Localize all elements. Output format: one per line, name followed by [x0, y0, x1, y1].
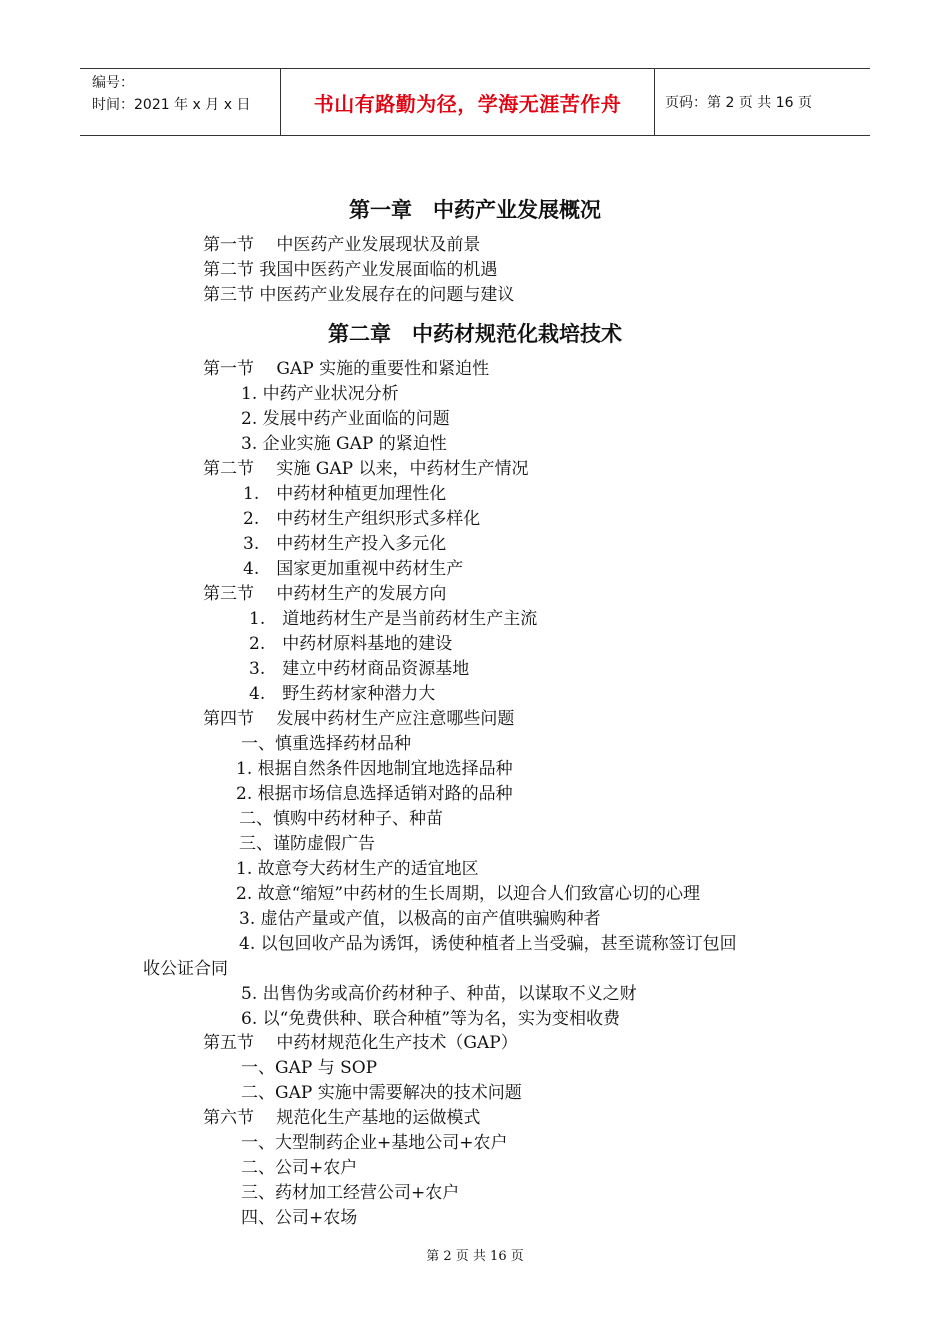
- toc-line: 4. 以包回收产品为诱饵，诱使种植者上当受骗，甚至谎称签订包回: [239, 934, 737, 954]
- toc-line: 二、公司+农户: [241, 1158, 358, 1178]
- toc-line: 一、慎重选择药材品种: [241, 734, 411, 754]
- toc-line: 2. 发展中药产业面临的问题: [241, 409, 450, 429]
- toc-line: 2. 中药材原料基地的建设: [249, 634, 453, 654]
- toc-line: 1. 中药产业状况分析: [241, 384, 399, 404]
- toc-line: 1. 故意夸大药材生产的适宜地区: [236, 859, 479, 879]
- header-meta: [80, 69, 280, 135]
- page-footer: 第 2 页 共 16 页: [426, 1249, 524, 1264]
- toc-line: 1. 根据自然条件因地制宜地选择品种: [236, 759, 513, 779]
- toc-line: 三、谨防虚假广告: [239, 834, 375, 854]
- toc-line: 第五节 中药材规范化生产技术（GAP）: [203, 1033, 518, 1053]
- toc-line: 2. 中药材生产组织形式多样化: [243, 509, 481, 529]
- time-label: 时间：2021 年 x 月 x 日: [92, 97, 251, 113]
- toc-line: 二、慎购中药材种子、种苗: [239, 809, 443, 829]
- toc-line: 四、公司+农场: [241, 1208, 358, 1228]
- toc-line: 4. 野生药材家种潜力大: [249, 684, 436, 704]
- toc-line: 收公证合同: [143, 959, 228, 979]
- toc-line: 2. 根据市场信息选择适销对路的品种: [236, 784, 513, 804]
- toc-line: 4. 国家更加重视中药材生产: [243, 559, 464, 579]
- header-table: [80, 68, 870, 136]
- chapter-1-title: 第一章 中药产业发展概况: [349, 198, 601, 222]
- toc-line: 3. 企业实施 GAP 的紧迫性: [241, 434, 447, 454]
- toc-line: 1. 中药材种植更加理性化: [243, 484, 447, 504]
- toc-line: 第二节 实施 GAP 以来，中药材生产情况: [203, 459, 529, 479]
- number-label: 编号：: [92, 75, 134, 91]
- header-motto-cell: [280, 69, 655, 135]
- toc-line: 一、GAP 与 SOP: [241, 1058, 378, 1078]
- toc-line: 3. 建立中药材商品资源基地: [249, 659, 470, 679]
- toc-line: 第六节 规范化生产基地的运做模式: [203, 1108, 481, 1128]
- toc-line: 3. 中药材生产投入多元化: [243, 534, 447, 554]
- toc-line: 6. 以“免费供种、联合种植”等为名，实为变相收费: [241, 1009, 621, 1029]
- toc-line: 5. 出售伪劣或高价药材种子、种苗，以谋取不义之财: [241, 984, 637, 1004]
- toc-line: 第二节 我国中医药产业发展面临的机遇: [203, 260, 498, 280]
- toc-line: 第一节 GAP 实施的重要性和紧迫性: [203, 359, 490, 379]
- header-page-info: [655, 69, 870, 135]
- toc-line: 1. 道地药材生产是当前药材生产主流: [249, 609, 538, 629]
- motto-text: 书山有路勤为径，学海无涯苦作舟: [313, 91, 622, 116]
- toc-line: 三、药材加工经营公司+农户: [241, 1183, 460, 1203]
- page-info-text: 页码：第 2 页 共 16 页: [665, 95, 812, 111]
- toc-line: 一、大型制药企业+基地公司+农户: [241, 1133, 508, 1153]
- toc-line: 第四节 发展中药材生产应注意哪些问题: [203, 709, 515, 729]
- toc-line: 3. 虚估产量或产值，以极高的亩产值哄骗购种者: [239, 909, 601, 929]
- toc-line: 二、GAP 实施中需要解决的技术问题: [241, 1083, 522, 1103]
- toc-line: 2. 故意“缩短”中药材的生长周期，以迎合人们致富心切的心理: [236, 884, 701, 904]
- toc-line: 第一节 中医药产业发展现状及前景: [203, 235, 481, 255]
- toc-line: 第三节 中药材生产的发展方向: [203, 584, 447, 604]
- chapter-2-title: 第二章 中药材规范化栽培技术: [328, 322, 622, 346]
- toc-line: 第三节 中医药产业发展存在的问题与建议: [203, 285, 515, 305]
